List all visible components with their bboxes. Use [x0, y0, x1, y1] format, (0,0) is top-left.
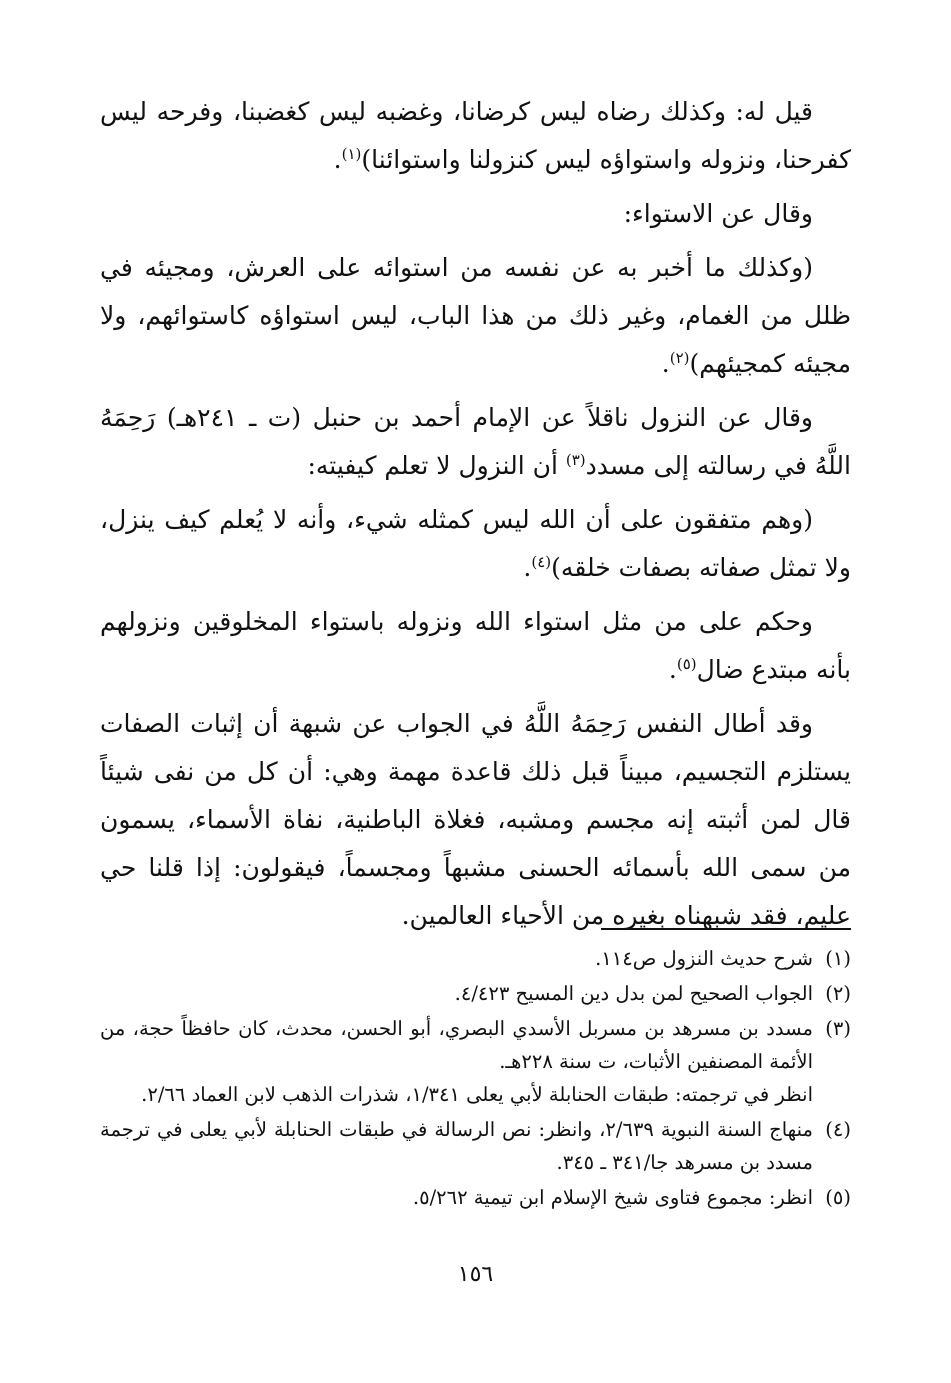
- paragraph-4: [100, 394, 851, 490]
- paragraph-text: (وهم متفقون على أن الله ليس كمثله شيء، وأنه لا يُعلم كيف ينزل، ولا تمثل صفاته بصفات خلقه): [100, 505, 851, 582]
- main-text: [100, 88, 851, 946]
- footnote-ref: (٥): [676, 655, 697, 673]
- paragraph-1: [100, 88, 851, 184]
- paragraph-text: وقال عن النزول ناقلاً عن الإمام أحمد بن حنبل (ت ـ ٢٤١هـ) رَحِمَهُ اللَّهُ في رسالته إلى مسدد: [100, 403, 851, 480]
- paragraph-3: [100, 244, 851, 388]
- footnote-1: [100, 942, 851, 975]
- footnote-text: الجواب الصحيح لمن بدل دين المسيح ٤/٤٢٣.: [454, 982, 813, 1005]
- paragraph-text: (وكذلك ما أخبر به عن نفسه من استوائه على العرش، ومجيئه في ظلل من الغمام، وغير ذلك من هذا الباب، ليس استواؤه كاستوائهم، ولا مجيئه كمجيئهم): [100, 253, 851, 378]
- footnote-text: مسدد بن مسرهد بن مسربل الأسدي البصري، أبو الحسن، محدث، كان حافظاً حجة، من الأئمة المصنفين الأثبات، ت سنة ٢٢٨هـ.: [100, 1017, 813, 1073]
- paragraph-6: [100, 598, 851, 694]
- footnote-extra: انظر في ترجمته: طبقات الحنابلة لأبي يعلى ١/٣٤١، شذرات الذهب لابن العماد ٢/٦٦.: [141, 1083, 813, 1106]
- paragraph-5: [100, 496, 851, 592]
- footnote-number: (٣): [825, 1017, 851, 1040]
- footnote-body: [100, 1012, 813, 1111]
- paragraph-text: وحكم على من مثل استواء الله ونزوله باستواء المخلوقين ونزولهم بأنه مبتدع ضال: [100, 607, 851, 684]
- footnote-text: شرح حديث النزول ص١١٤.: [595, 947, 813, 970]
- paragraph-text: وقال عن الاستواء:: [623, 199, 813, 228]
- footnote-ref: (٢): [669, 349, 690, 367]
- page-number: ١٥٦: [457, 1262, 494, 1287]
- footnote-number: (٢): [825, 982, 851, 1005]
- footnote-number: (٤): [825, 1118, 851, 1141]
- footnote-2: [100, 977, 851, 1010]
- footnote-5: [100, 1181, 851, 1214]
- footnote-ref: (٤): [531, 553, 552, 571]
- paragraph-tail: .: [668, 655, 677, 684]
- footnote-4: [100, 1113, 851, 1179]
- footnotes: [100, 942, 851, 1216]
- paragraph-text: وقد أطال النفس رَحِمَهُ اللَّهُ في الجواب عن شبهة أن إثبات الصفات يستلزم التجسيم، مبيناً قبل ذلك قاعدة مهمة وهي: أن كل من نفى شيئاً قال لمن أثبته إنه مجسم ومشبه، فغلاة الباطنية، نفاة الأسماء، يسمون من سمى الله بأسمائه الحسنى مشبهاً ومجسماً، فيقولون: إذا قلنا حي عليم، فقد شبهناه بغيره من الأحياء العالمين.: [100, 709, 851, 930]
- paragraph-2: [100, 190, 851, 238]
- footnote-number: (١): [825, 947, 851, 970]
- footnote-3: [100, 1012, 851, 1111]
- paragraph-tail: .: [333, 145, 342, 174]
- footnote-ref: (١): [341, 145, 362, 163]
- paragraph-tail: أن النزول لا تعلم كيفيته:: [307, 451, 566, 480]
- paragraph-tail: .: [523, 553, 532, 582]
- paragraph-7: [100, 700, 851, 940]
- footnote-number: (٥): [825, 1186, 851, 1209]
- footnote-ref: (٣): [565, 451, 586, 469]
- footnote-divider: [601, 928, 851, 930]
- paragraph-text: قيل له: وكذلك رضاه ليس كرضانا، وغضبه ليس كغضبنا، وفرحه ليس كفرحنا، ونزوله واستواؤه ليس كنزولنا واستوائنا): [100, 97, 851, 174]
- footnote-text: انظر: مجموع فتاوى شيخ الإسلام ابن تيمية ٥/٢٦٢.: [412, 1186, 813, 1209]
- paragraph-tail: .: [661, 349, 670, 378]
- footnote-text: منهاج السنة النبوية ٢/٦٣٩، وانظر: نص الرسالة في طبقات الحنابلة لأبي يعلى في ترجمة مسدد بن مسرهد جا/٣٤١ ـ ٣٤٥.: [100, 1118, 813, 1174]
